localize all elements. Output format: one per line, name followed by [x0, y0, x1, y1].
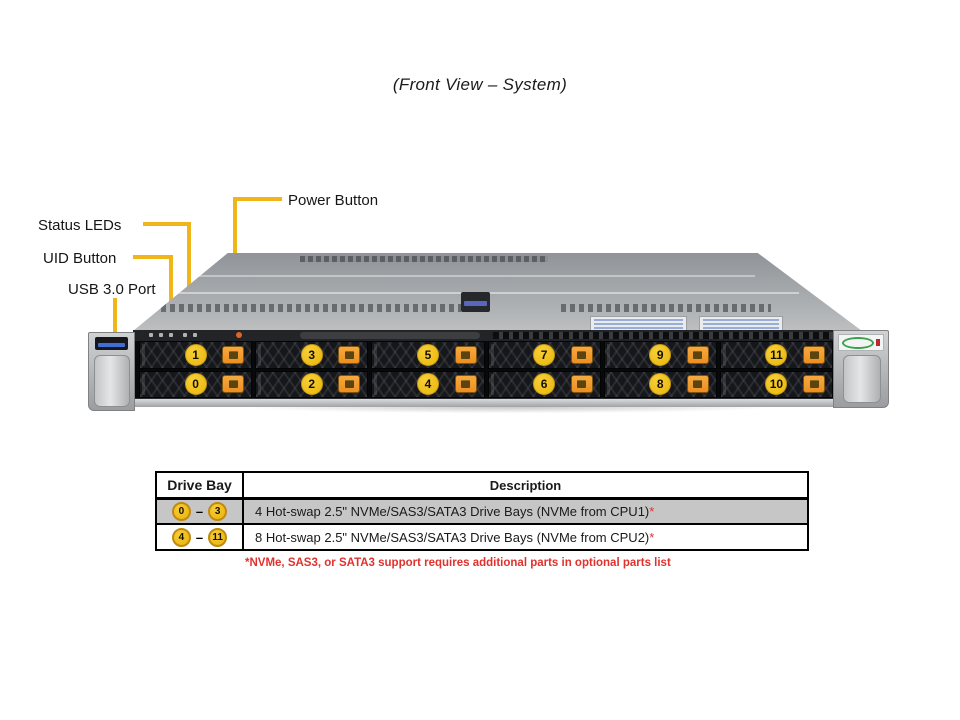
bay-range-start-badge: 4	[172, 528, 191, 547]
bay-range-end-badge: 11	[208, 528, 227, 547]
front-panel-strip	[133, 330, 860, 341]
chassis-top-cover	[133, 253, 862, 331]
latch-emblem-icon	[577, 380, 586, 388]
latch-emblem-icon	[229, 380, 238, 388]
drive-bay-number-badge: 1	[185, 344, 207, 366]
drive-bay-number-badge: 2	[301, 373, 323, 395]
drive-tray	[371, 341, 484, 369]
figure-title: (Front View – System)	[392, 75, 568, 94]
drive-bay-number-badge: 7	[533, 344, 555, 366]
drive-tray-latch-button	[222, 375, 244, 393]
top-vent-holes	[161, 304, 461, 312]
chassis-bottom-rail	[130, 398, 887, 407]
drive-bay-number-badge: 9	[649, 344, 671, 366]
row-description: 8 Hot-swap 2.5" NVMe/SAS3/SATA3 Drive Bays (NVMe from CPU2)	[255, 529, 650, 545]
drive-bay-column	[604, 341, 717, 398]
drive-bay-number-badge: 0	[185, 373, 207, 395]
chassis-shadow	[125, 407, 895, 416]
usb-3-port	[95, 337, 128, 350]
latch-emblem-icon	[810, 351, 819, 359]
drive-bay-number-badge: 3	[301, 344, 323, 366]
drive-tray-latch-button	[222, 346, 244, 364]
drive-tray	[720, 371, 833, 399]
cover-release-latch	[461, 292, 490, 312]
callout-label-status-leds: Status LEDs	[38, 217, 122, 234]
drive-tray	[255, 371, 368, 399]
drive-tray	[139, 371, 252, 399]
callout-line-power-h	[233, 197, 282, 201]
spec-label-sticker	[699, 316, 783, 331]
latch-emblem-icon	[577, 351, 586, 359]
callout-label-power-button: Power Button	[288, 192, 379, 209]
cover-seam-line	[189, 275, 755, 277]
supermicro-logo	[838, 334, 884, 351]
power-button-icon	[236, 332, 242, 338]
drive-tray-latch-button	[455, 375, 477, 393]
drive-tray-latch-button	[687, 375, 709, 393]
uid-button-icon	[159, 333, 163, 337]
drive-bay-column	[488, 341, 601, 398]
drive-bay-number-badge: 8	[649, 373, 671, 395]
drive-tray	[488, 371, 601, 399]
drive-tray-latch-button	[803, 375, 825, 393]
drive-tray-latch-button	[571, 375, 593, 393]
latch-emblem-icon	[345, 351, 354, 359]
table-row	[157, 525, 807, 549]
status-led-icon	[193, 333, 197, 337]
logo-red-mark-icon	[876, 339, 880, 346]
footnote-marker: *	[649, 504, 655, 519]
drive-bay-table	[155, 471, 809, 551]
front-vent-holes	[493, 332, 843, 339]
rack-ear-right	[833, 330, 889, 408]
range-dash: –	[195, 504, 204, 519]
table-row	[157, 500, 807, 525]
latch-emblem-icon	[229, 351, 238, 359]
drive-bay-number-badge: 10	[765, 373, 787, 395]
top-vent-holes	[561, 304, 771, 312]
drive-tray-latch-button	[455, 346, 477, 364]
bay-range-end-badge: 3	[208, 502, 227, 521]
drive-tray	[604, 371, 717, 399]
latch-emblem-icon	[461, 351, 470, 359]
drive-tray	[720, 341, 833, 369]
barcode-sticker	[300, 256, 548, 262]
header-description: Description	[489, 477, 562, 493]
header-drive-bay: Drive Bay	[157, 473, 244, 497]
bay-range-start-badge: 0	[172, 502, 191, 521]
drive-bay-number-badge: 11	[765, 344, 787, 366]
drive-tray-latch-button	[803, 346, 825, 364]
rack-ear-left	[88, 332, 135, 411]
drive-bay-column	[720, 341, 833, 398]
status-led-icon	[183, 333, 187, 337]
ear-handle	[843, 355, 881, 403]
table-header-row	[157, 473, 807, 500]
usb-blue-insert	[98, 343, 125, 347]
drive-tray	[604, 341, 717, 369]
drive-tray-latch-button	[687, 346, 709, 364]
drive-tray-latch-button	[338, 375, 360, 393]
drive-bay-column	[371, 341, 484, 398]
latch-emblem-icon	[345, 380, 354, 388]
range-dash: –	[195, 529, 204, 545]
drive-bay-column	[255, 341, 368, 398]
drive-bay-number-badge: 6	[533, 373, 555, 395]
drive-bay-column	[139, 341, 252, 398]
drive-tray-latch-button	[571, 346, 593, 364]
latch-emblem-icon	[693, 351, 702, 359]
latch-blue-stripe	[464, 301, 487, 306]
drive-tray	[488, 341, 601, 369]
logo-ellipse-icon	[842, 337, 874, 349]
spec-label-sticker	[590, 316, 687, 331]
drive-tray	[139, 341, 252, 369]
server-chassis-front-view	[85, 250, 890, 415]
latch-emblem-icon	[810, 380, 819, 388]
drive-bay-number-badge: 4	[417, 373, 439, 395]
row-description: 4 Hot-swap 2.5" NVMe/SAS3/SATA3 Drive Bays (NVMe from CPU1)	[255, 504, 650, 519]
front-handle-recess	[300, 332, 480, 339]
drive-bay-area	[133, 341, 833, 398]
callout-label-usb-port: USB 3.0 Port	[68, 281, 156, 298]
latch-emblem-icon	[693, 380, 702, 388]
drive-tray	[371, 371, 484, 399]
drive-tray	[255, 341, 368, 369]
drive-bay-number-badge: 5	[417, 344, 439, 366]
footnote-marker: *	[649, 529, 655, 545]
info-led-icon	[149, 333, 153, 337]
status-led-icon	[169, 333, 173, 337]
callout-line-status-h	[143, 222, 191, 226]
table-footnote: *NVMe, SAS3, or SATA3 support requires additional parts in optional parts list	[245, 557, 671, 569]
callout-label-uid-button: UID Button	[43, 250, 117, 267]
latch-emblem-icon	[461, 380, 470, 388]
ear-handle	[94, 355, 130, 407]
drive-tray-latch-button	[338, 346, 360, 364]
